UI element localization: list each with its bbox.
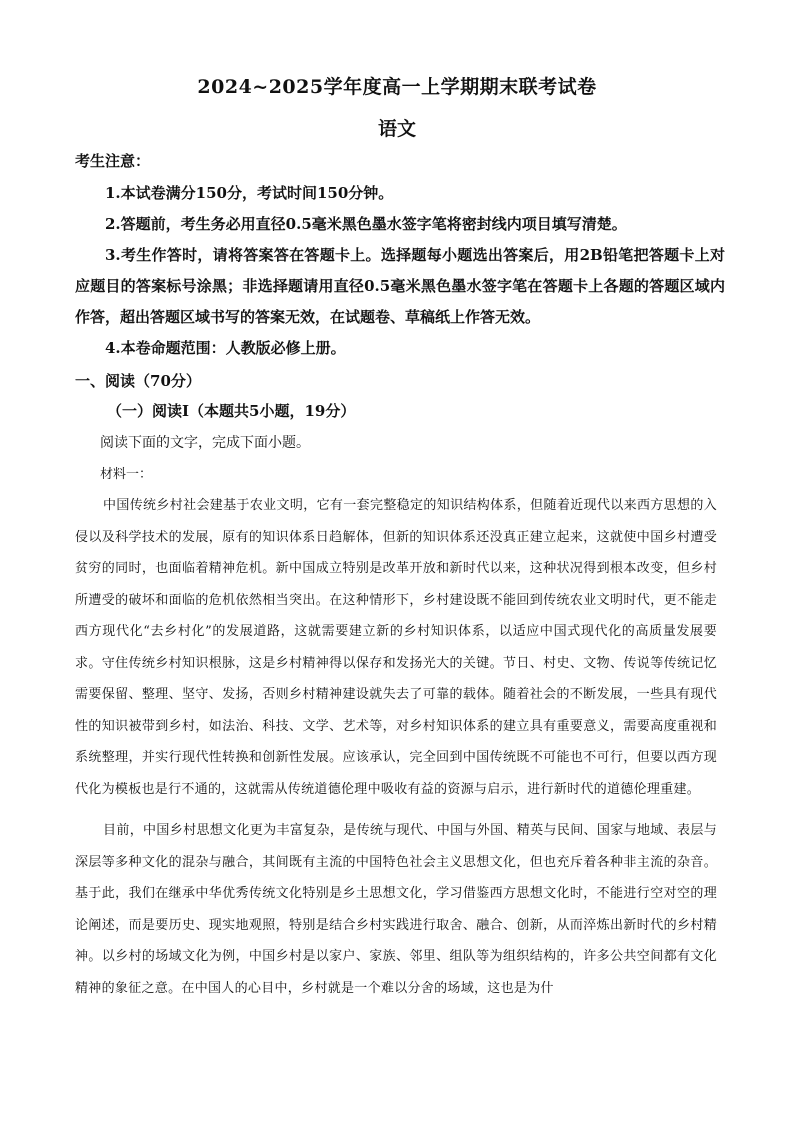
passage-paragraph-1: 中国传统乡村社会建基于农业文明，它有一套完整稳定的知识结构体系，但随着近现代以来西方思想的入侵以及科学技术的发展，原有的知识体系日趋解体，但新的知识体系还没真正建立起来，这就使中国乡村遭受贫穷的同时，也面临着精神危机。新中国成立特别是改革开放和新时代以来，这种状况得到根本改变，但乡村所遭受的破坏和面临的危机依然相当突出。在这种情形下，乡村建设既不能回到传统农业文明时代，更不能走西方现代化“去乡村化”的发展道路，这就需要建立新的乡村知识体系，以适应中国式现代化的高质量发展要求。守住传统乡村知识根脉，这是乡村精神得以保存和发扬光大的关键。节日、村史、文物、传说等传统记忆需要保留、整理、坚守、发扬，否则乡村精神建设就失去了可靠的载体。随着社会的不断发展，一些具有现代性的知识被带到乡村，如法治、科技、文学、艺术等，对乡村知识体系的建立具有重要意义，需要高度重视和系统整理，并实行现代性转换和创新性发展。应该承认，完全回到中国传统既不可能也不可行，但要以西方现代化为模板也是行不通的，这就需从传统道德伦理中吸收有益的资源与启示，进行新时代的道德伦理重建。: [75, 498, 717, 797]
passage-paragraph-2: 目前，中国乡村思想文化更为丰富复杂，是传统与现代、中国与外国、精英与民间、国家与地域、表层与深层等多种文化的混杂与融合，其间既有主流的中国特色社会主义思想文化，但也充斥着各种非主流的杂音。基于此，我们在继承中华优秀传统文化特别是乡土思想文化，学习借鉴西方思想文化时，不能进行空对空的理论阐述，而是要历史、现实地观照，特别是结合乡村实践进行取舍、融合、创新，从而淬炼出新时代的乡村精神。以乡村的场域文化为例，中国乡村是以家户、家族、邻里、组队等为组织结构的，许多公共空间都有文化精神的象征之意。在中国人的心目中，乡村就是一个难以分舍的场域，这也是为什: [75, 823, 717, 996]
notice-item-2: 2.答题前，考生务必用直径0.5毫米黑色墨水签字笔将密封线内项目填写清楚。: [105, 215, 627, 233]
notice-item-4: 4.本卷命题范围：人教版必修上册。: [105, 339, 346, 357]
reading-passage: [75, 490, 717, 1004]
subsection-heading: （一）阅读Ⅰ（本题共5小题，19分）: [107, 402, 356, 420]
material-label: 材料一：: [100, 467, 153, 482]
exam-subject: 语文: [377, 118, 416, 140]
notice-item-3: 3.考生作答时，请将答案答在答题卡上。选择题每小题选出答案后，用2B铅笔把答题卡上对应题目的答案标号涂黑；非选择题请用直径0.5毫米黑色墨水签字笔在答题卡上各题的答题区域内作答，超出答题区域书写的答案无效，在试题卷、草稿纸上作答无效。: [75, 246, 725, 326]
notice-item-1: 1.本试卷满分150分，考试时间150分钟。: [105, 184, 394, 202]
exam-title: 2024~2025学年度高一上学期期末联考试卷: [197, 76, 597, 98]
notice-list: [75, 178, 725, 364]
section-heading: 一、阅读（70分）: [75, 372, 201, 390]
reading-instruction: 阅读下面的文字，完成下面小题。: [100, 435, 310, 451]
notice-heading: 考生注意：: [75, 152, 151, 170]
